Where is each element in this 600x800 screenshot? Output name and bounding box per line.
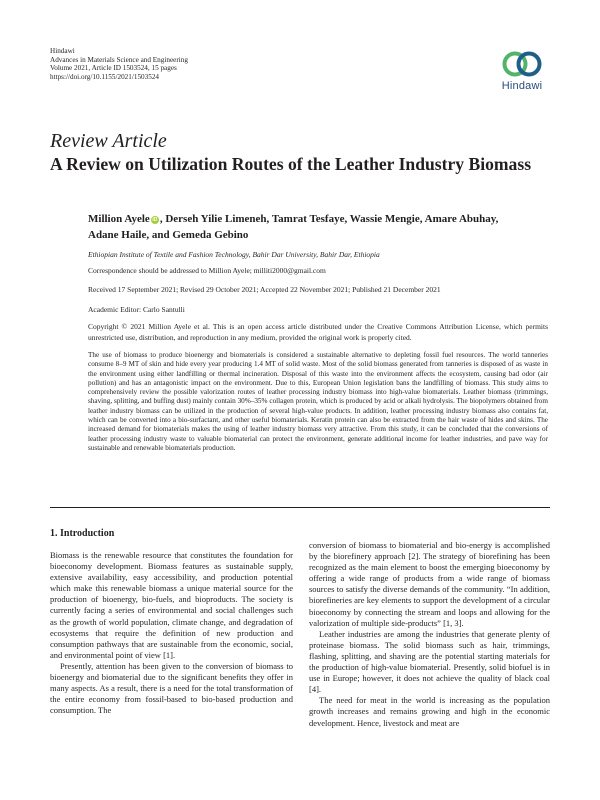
logo-wordmark: Hindawi bbox=[501, 80, 543, 92]
article-title: A Review on Utilization Routes of the Leather Industry Biomass bbox=[50, 154, 532, 174]
publisher-name: Hindawi bbox=[50, 47, 75, 55]
article-type: Review Article bbox=[50, 130, 167, 152]
paragraph: Leather industries are among the industries that generate plenty of proteinase biomass. The solid biomass such as hair, trimmings, flashing, splitting, and shaving are the potential starting materials for the production of high-value biomaterial. Presently, solid biofuel is in use in Europe; however, it does not achieve the quality of black coal [4]. bbox=[309, 628, 550, 695]
publication-dates: Received 17 September 2021; Revised 29 October 2021; Accepted 22 November 2021; Published 21 December 2021 bbox=[88, 285, 441, 294]
hindawi-logo bbox=[498, 50, 546, 92]
authors-line2: Adane Haile, and Gemeda Gebino bbox=[88, 229, 249, 241]
journal-header bbox=[50, 47, 188, 82]
paragraph: Biomass is the renewable resource that constitutes the foundation for bioeconomy development. Biomass features as sustainable supply, extensive availability, easy accessibility, and production potential which make this renewable biomass a unique material source for the production of bioenergy, bio-fuels, and bioproducts. The society is currently facing a series of environmental and social challenges such as the growth of world population, climate change, and degradation of ecosystems that require the definition of new production and consumption pathways that are sustainable from the economic, social, and environmental point of view [1]. bbox=[50, 550, 293, 660]
section-divider bbox=[50, 507, 550, 508]
author-first[interactable]: Million Ayele bbox=[88, 213, 150, 225]
affiliation: Ethiopian Institute of Textile and Fashion Technology, Bahir Dar University, Bahir Dar, Ethiopia bbox=[88, 250, 380, 259]
doi-link[interactable]: https://doi.org/10.1155/2021/1503524 bbox=[50, 73, 160, 82]
author-list bbox=[88, 211, 558, 243]
orcid-icon[interactable]: iD bbox=[152, 217, 158, 223]
academic-editor: Academic Editor: Carlo Santulli bbox=[88, 305, 185, 314]
paragraph: Presently, attention has been given to the conversion of biomass to bioenergy and biomaterial due to the significant benefits they offer in many aspects. As a result, there is a need for the total transformation of the entire economy from fossil-based to bio-based production and consumption. The bbox=[50, 660, 293, 716]
hindawi-rings-icon bbox=[500, 50, 544, 78]
volume-info: Volume 2021, Article ID 1503524, 15 pages bbox=[50, 64, 177, 73]
journal-name: Advances in Materials Science and Engineering bbox=[50, 55, 188, 64]
copyright-notice: Copyright © 2021 Million Ayele et al. This is an open access article distributed under the Creative Commons Attribution License, which permits unrestricted use, distribution, and reproduction in any medium, provided the original work is properly cited. bbox=[88, 322, 548, 342]
correspondence: Correspondence should be addressed to Million Ayele; milliti2000@gmail.com bbox=[88, 266, 326, 275]
paragraph: The need for meat in the world is increasing as the population growth increases and remains growing and high in the economic development. Hence, livestock and meat are bbox=[309, 695, 550, 728]
left-column bbox=[50, 528, 293, 716]
authors-rest: , Derseh Yilie Limeneh, Tamrat Tesfaye, Wassie Mengie, Amare Abuhay, bbox=[159, 213, 499, 225]
abstract: The use of biomass to produce bioenergy and biomaterials is considered a sustainable alternative to depleting fossil fuel resources. The world tanneries consume 8–9 MT of skin and hide every year producing 1.4 MT of solid waste. Most of the solid biomass generated from tanneries is disposed of as waste in the environment using either landfilling or thermal incineration. Disposal of this waste into the environment affects the ecosystem, causing bad odor (air pollution) and has an antagonistic impact on the environment. Due to this, European Union legislation bans the landfilling of biomass. This study aims to comprehensively review the possible valorization routes of leather processing industry biomass into high-value biomaterials. Leather biomass (trimmings, shaving, splitting, and buffing dust) mainly contain 30%–35% collagen protein, which is produced by acid or alkali hydrolysis. The biopolymers obtained from leather industry biomass can be utilized in the production of several high-value products. In addition, leather processing industry biomass also contains fat, which can be converted into a bio-surfactant, and other useful biomaterials. Keratin protein can also be extracted from the hair waste of hides and skins. The increased demand for biomaterials makes the using of leather industry biomass very attractive. From this study, it can be concluded that the conversions of leather processing industry waste to valuable biomaterial can protect the environment, generate additional income for leather industries, and pave way for sustainable and renewable biomaterials production. bbox=[88, 351, 548, 452]
right-column bbox=[309, 540, 550, 729]
section-heading-introduction: 1. Introduction bbox=[50, 528, 115, 539]
paragraph: conversion of biomass to biomaterial and bio-energy is accomplished by the biorefinery approach [2]. The strategy of biorefining has been recognized as the main element to boost the emerging bioeconomy by offering a wide range of products from a wide range of biomass sources to satisfy the diverse demands of the community. “In addition, biorefineries are key elements to support the development of a circular bioeconomy by connecting the stream and loops and allowing for the valorization of multiple side-products” [1, 3]. bbox=[309, 540, 550, 628]
